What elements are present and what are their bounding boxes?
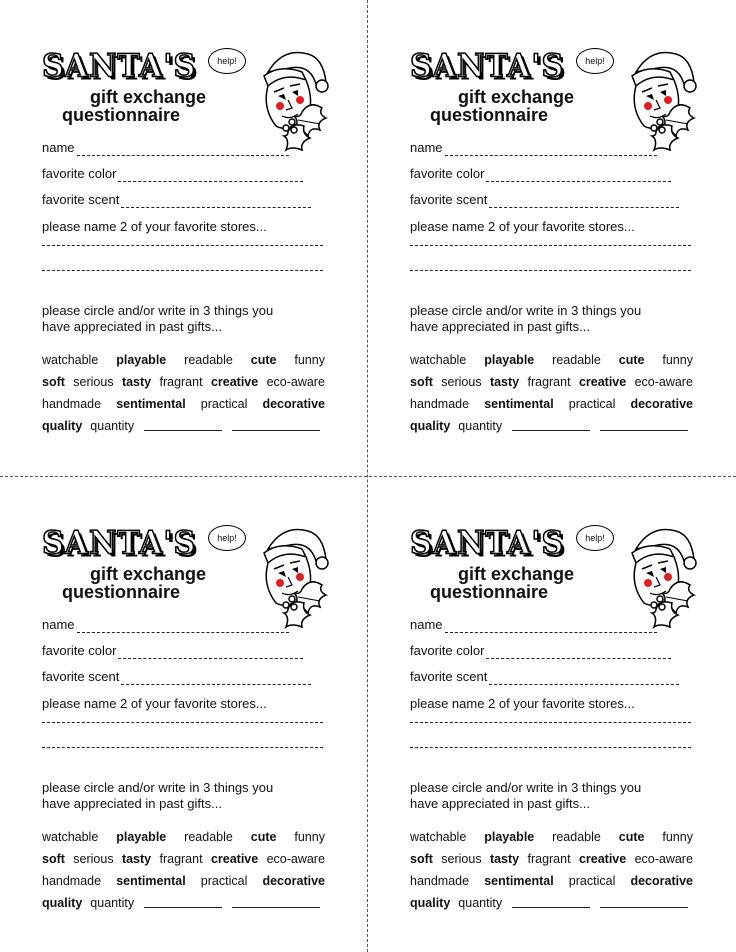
- write-in-blank-1[interactable]: [144, 418, 222, 431]
- favorite-color-label: favorite color: [42, 166, 117, 181]
- word-quantity[interactable]: quantity: [458, 896, 503, 910]
- favorite-scent-line[interactable]: [121, 674, 311, 685]
- gifts-prompt-line-1: please circle and/or write in 3 things you: [410, 303, 642, 318]
- subtitle-questionnaire: questionnaire: [62, 582, 181, 602]
- stores-prompt: please name 2 of your favorite stores...: [410, 696, 635, 711]
- word-playable[interactable]: playable: [116, 353, 167, 367]
- favorite-color-line[interactable]: [118, 648, 303, 659]
- word-eco-aware[interactable]: eco-aware: [266, 852, 325, 866]
- word-quality[interactable]: quality: [410, 419, 451, 433]
- qualities-row-3: [410, 873, 693, 895]
- word-cute[interactable]: cute: [618, 830, 645, 844]
- qualities-row-2: [42, 851, 325, 873]
- favorite-scent-line[interactable]: [489, 197, 679, 208]
- word-playable[interactable]: playable: [484, 830, 535, 844]
- speech-bubble: help!: [208, 525, 246, 551]
- name-label: name: [42, 140, 75, 155]
- store-line-2[interactable]: [42, 747, 323, 748]
- gifts-prompt-line-2: have appreciated in past gifts...: [410, 319, 590, 334]
- word-decorative[interactable]: decorative: [262, 397, 325, 411]
- subtitle-questionnaire: questionnaire: [62, 105, 181, 125]
- word-soft[interactable]: soft: [42, 375, 65, 389]
- store-line-1[interactable]: [410, 722, 691, 723]
- word-decorative[interactable]: decorative: [630, 397, 693, 411]
- qualities-row-2: [410, 374, 693, 396]
- gifts-prompt-line-1: please circle and/or write in 3 things you: [42, 303, 274, 318]
- cheek: [644, 579, 652, 587]
- title-santas: SANTA'S: [410, 525, 565, 562]
- word-practical[interactable]: practical: [200, 874, 248, 888]
- word-cute[interactable]: cute: [250, 830, 277, 844]
- word-readable[interactable]: readable: [552, 830, 601, 844]
- cheek: [664, 573, 672, 581]
- word-tasty[interactable]: tasty: [121, 375, 152, 389]
- word-tasty[interactable]: tasty: [489, 375, 520, 389]
- qualities-row-3: [410, 396, 693, 418]
- word-creative[interactable]: creative: [210, 375, 259, 389]
- word-decorative[interactable]: decorative: [262, 874, 325, 888]
- word-funny[interactable]: funny: [662, 830, 693, 844]
- qualities-row-1: [410, 829, 693, 851]
- gift-qualities: [410, 352, 693, 440]
- favorite-scent-label: favorite scent: [42, 669, 120, 684]
- favorite-color-label: favorite color: [410, 643, 485, 658]
- store-line-2[interactable]: [42, 270, 323, 271]
- cheek: [296, 573, 304, 581]
- cheek: [664, 96, 672, 104]
- favorite-scent-label: favorite scent: [410, 669, 488, 684]
- word-quantity[interactable]: quantity: [90, 896, 135, 910]
- name-label: name: [410, 140, 443, 155]
- word-handmade[interactable]: handmade: [42, 397, 102, 411]
- word-practical[interactable]: practical: [568, 397, 616, 411]
- word-readable[interactable]: readable: [552, 353, 601, 367]
- word-fragrant[interactable]: fragrant: [527, 852, 571, 866]
- favorite-scent-field[interactable]: [410, 669, 679, 685]
- word-practical[interactable]: practical: [568, 874, 616, 888]
- word-sentimental[interactable]: sentimental: [116, 397, 186, 411]
- store-line-2[interactable]: [410, 270, 691, 271]
- gifts-prompt-line-2: have appreciated in past gifts...: [410, 796, 590, 811]
- store-line-2[interactable]: [410, 747, 691, 748]
- name-field[interactable]: [42, 140, 289, 156]
- qualities-row-4: [42, 895, 325, 917]
- word-cute[interactable]: cute: [618, 353, 645, 367]
- word-soft[interactable]: soft: [410, 852, 433, 866]
- favorite-color-field[interactable]: [42, 643, 303, 659]
- favorite-scent-label: favorite scent: [410, 192, 488, 207]
- word-cute[interactable]: cute: [250, 353, 277, 367]
- word-serious[interactable]: serious: [73, 852, 114, 866]
- word-quality[interactable]: quality: [410, 896, 451, 910]
- write-in-blank-2[interactable]: [232, 418, 320, 431]
- word-eco-aware[interactable]: eco-aware: [266, 375, 325, 389]
- word-creative[interactable]: creative: [210, 852, 259, 866]
- qualities-row-1: [42, 352, 325, 374]
- word-watchable[interactable]: watchable: [42, 353, 99, 367]
- favorite-scent-line[interactable]: [489, 674, 679, 685]
- gifts-prompt-line-2: have appreciated in past gifts...: [42, 319, 222, 334]
- name-line[interactable]: [77, 622, 289, 633]
- stores-prompt: please name 2 of your favorite stores...: [42, 219, 267, 234]
- write-in-blank-1[interactable]: [512, 895, 590, 908]
- speech-bubble: help!: [208, 48, 246, 74]
- write-in-blank-2[interactable]: [232, 895, 320, 908]
- word-creative[interactable]: creative: [578, 375, 627, 389]
- qualities-row-2: [42, 374, 325, 396]
- qualities-row-3: [42, 873, 325, 895]
- favorite-color-field[interactable]: [42, 166, 303, 182]
- cheek: [644, 102, 652, 110]
- word-fragrant[interactable]: fragrant: [159, 375, 203, 389]
- qualities-row-2: [410, 851, 693, 873]
- cheek: [276, 579, 284, 587]
- word-readable[interactable]: readable: [184, 353, 233, 367]
- word-watchable[interactable]: watchable: [410, 353, 467, 367]
- favorite-color-label: favorite color: [410, 166, 485, 181]
- write-in-blank-1[interactable]: [512, 418, 590, 431]
- name-field[interactable]: [410, 617, 657, 633]
- favorite-color-line[interactable]: [118, 171, 303, 182]
- word-sentimental[interactable]: sentimental: [116, 874, 186, 888]
- gifts-prompt-line-1: please circle and/or write in 3 things you: [42, 780, 274, 795]
- name-field[interactable]: [410, 140, 657, 156]
- stores-prompt: please name 2 of your favorite stores...: [410, 219, 635, 234]
- qualities-row-4: [410, 418, 693, 440]
- gift-qualities: [410, 829, 693, 917]
- questionnaire-card: [410, 42, 710, 462]
- word-quantity[interactable]: quantity: [458, 419, 503, 433]
- name-line[interactable]: [77, 145, 289, 156]
- word-sentimental[interactable]: sentimental: [484, 397, 554, 411]
- qualities-row-4: [410, 895, 693, 917]
- word-quality[interactable]: quality: [42, 896, 83, 910]
- favorite-color-field[interactable]: [410, 643, 671, 659]
- subtitle-gift-exchange: gift exchange: [90, 564, 207, 584]
- title-santas: SANTA'S: [410, 48, 565, 85]
- word-watchable[interactable]: watchable: [410, 830, 467, 844]
- speech-bubble: help!: [576, 48, 614, 74]
- write-in-blank-2[interactable]: [600, 418, 688, 431]
- word-decorative[interactable]: decorative: [630, 874, 693, 888]
- questionnaire-card: [42, 519, 342, 939]
- write-in-blank-2[interactable]: [600, 895, 688, 908]
- word-fragrant[interactable]: fragrant: [527, 375, 571, 389]
- favorite-scent-field[interactable]: [410, 192, 679, 208]
- word-playable[interactable]: playable: [484, 353, 535, 367]
- subtitle-gift-exchange: gift exchange: [458, 564, 575, 584]
- cheek: [276, 102, 284, 110]
- qualities-row-1: [410, 352, 693, 374]
- word-funny[interactable]: funny: [294, 830, 325, 844]
- gifts-prompt-line-1: please circle and/or write in 3 things you: [410, 780, 642, 795]
- word-practical[interactable]: practical: [200, 397, 248, 411]
- name-label: name: [42, 617, 75, 632]
- favorite-scent-line[interactable]: [121, 197, 311, 208]
- word-serious[interactable]: serious: [441, 852, 482, 866]
- stores-prompt: please name 2 of your favorite stores...: [42, 696, 267, 711]
- favorite-scent-label: favorite scent: [42, 192, 120, 207]
- gift-qualities: [42, 829, 325, 917]
- word-serious[interactable]: serious: [73, 375, 114, 389]
- word-sentimental[interactable]: sentimental: [484, 874, 554, 888]
- word-creative[interactable]: creative: [578, 852, 627, 866]
- subtitle-gift-exchange: gift exchange: [90, 87, 207, 107]
- name-line[interactable]: [445, 145, 657, 156]
- qualities-row-1: [42, 829, 325, 851]
- word-quantity[interactable]: quantity: [90, 419, 135, 433]
- word-soft[interactable]: soft: [42, 852, 65, 866]
- store-line-1[interactable]: [42, 722, 323, 723]
- speech-bubble: help!: [576, 525, 614, 551]
- horizontal-cut-line: [0, 476, 736, 477]
- word-fragrant[interactable]: fragrant: [159, 852, 203, 866]
- word-quality[interactable]: quality: [42, 419, 83, 433]
- word-tasty[interactable]: tasty: [489, 852, 520, 866]
- name-label: name: [410, 617, 443, 632]
- questionnaire-card: [42, 42, 342, 462]
- favorite-scent-field[interactable]: [42, 669, 311, 685]
- word-watchable[interactable]: watchable: [42, 830, 99, 844]
- word-funny[interactable]: funny: [294, 353, 325, 367]
- cheek: [296, 96, 304, 104]
- write-in-blank-1[interactable]: [144, 895, 222, 908]
- gift-qualities: [42, 352, 325, 440]
- title-santas: SANTA'S: [42, 525, 197, 562]
- word-handmade[interactable]: handmade: [42, 874, 102, 888]
- word-handmade[interactable]: handmade: [410, 397, 470, 411]
- title-santas: SANTA'S: [42, 48, 197, 85]
- qualities-row-4: [42, 418, 325, 440]
- word-tasty[interactable]: tasty: [121, 852, 152, 866]
- word-handmade[interactable]: handmade: [410, 874, 470, 888]
- word-eco-aware[interactable]: eco-aware: [634, 852, 693, 866]
- favorite-scent-field[interactable]: [42, 192, 311, 208]
- favorite-color-label: favorite color: [42, 643, 117, 658]
- word-serious[interactable]: serious: [441, 375, 482, 389]
- favorite-color-line[interactable]: [486, 171, 671, 182]
- store-line-1[interactable]: [410, 245, 691, 246]
- gifts-prompt-line-2: have appreciated in past gifts...: [42, 796, 222, 811]
- word-soft[interactable]: soft: [410, 375, 433, 389]
- subtitle-questionnaire: questionnaire: [430, 582, 549, 602]
- word-playable[interactable]: playable: [116, 830, 167, 844]
- subtitle-questionnaire: questionnaire: [430, 105, 549, 125]
- name-field[interactable]: [42, 617, 289, 633]
- word-funny[interactable]: funny: [662, 353, 693, 367]
- favorite-color-field[interactable]: [410, 166, 671, 182]
- qualities-row-3: [42, 396, 325, 418]
- questionnaire-card: [410, 519, 710, 939]
- store-line-1[interactable]: [42, 245, 323, 246]
- word-readable[interactable]: readable: [184, 830, 233, 844]
- favorite-color-line[interactable]: [486, 648, 671, 659]
- word-eco-aware[interactable]: eco-aware: [634, 375, 693, 389]
- subtitle-gift-exchange: gift exchange: [458, 87, 575, 107]
- name-line[interactable]: [445, 622, 657, 633]
